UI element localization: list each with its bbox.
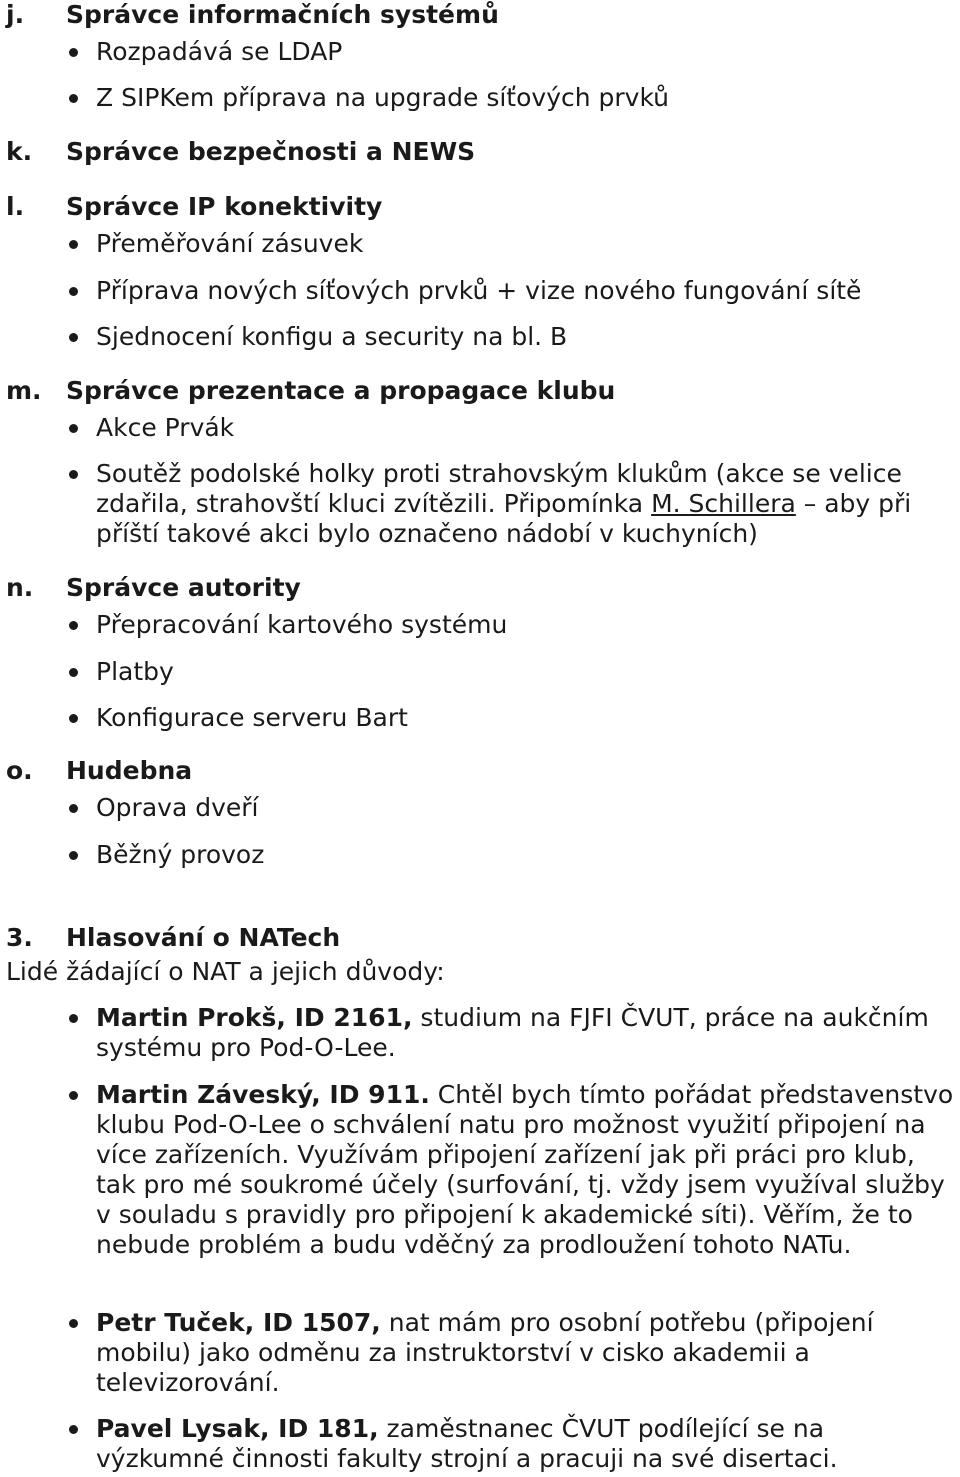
bullet-icon	[69, 851, 78, 860]
bullet-icon	[69, 48, 78, 57]
bullet-icon	[69, 1091, 78, 1100]
bullet-icon	[69, 1014, 78, 1023]
applicant-reason: zaměstnanec ČVUT podílející se na výzkumné činnosti fakulty strojní a pracuji na své disertaci.	[96, 1414, 838, 1473]
nat-request-item	[96, 1308, 956, 1398]
section-title: Hlasování o NATech	[66, 923, 341, 952]
bullet-icon	[69, 240, 78, 249]
section-marker: l.	[6, 192, 25, 221]
applicant-reason: nat mám pro osobní potřebu (připojení mobilu) jako odměnu za instruktorství v cisko akademii a televizorování.	[96, 1308, 874, 1397]
section-title: Správce autority	[66, 573, 301, 602]
section-number: 3.	[6, 923, 33, 952]
bullet-icon	[69, 804, 78, 813]
nat-request-item	[96, 1003, 956, 1063]
section-title: Hudebna	[66, 756, 193, 785]
section-title: Správce IP konektivity	[66, 192, 383, 221]
bullet-icon	[69, 621, 78, 630]
applicant-reason: studium na FJFI ČVUT, práce na aukčním systému pro Pod-O-Lee.	[96, 1003, 929, 1062]
section-title: Správce informačních systémů	[66, 0, 499, 29]
list-item: Z SIPKem příprava na upgrade síťových prvků	[96, 83, 956, 113]
section-marker: o.	[6, 756, 33, 785]
section-marker: j.	[6, 0, 25, 29]
bullet-icon	[69, 287, 78, 296]
list-item: Sjednocení konfigu a security na bl. B	[96, 322, 956, 352]
section-marker: k.	[6, 137, 33, 166]
section-title: Správce prezentace a propagace klubu	[66, 376, 616, 405]
bullet-icon	[69, 424, 78, 433]
bullet-icon	[69, 1319, 78, 1328]
bullet-icon	[69, 333, 78, 342]
applicant-name: Pavel Lysak, ID 181,	[96, 1414, 379, 1443]
bullet-icon	[69, 94, 78, 103]
list-item: Akce Prvák	[96, 413, 956, 443]
person-link[interactable]: M. Schillera	[651, 489, 796, 518]
nat-request-item	[96, 1414, 956, 1474]
list-item: Přepracování kartového systému	[96, 610, 956, 640]
list-item: Příprava nových síťových prvků + vize nového fungování sítě	[96, 276, 956, 306]
applicant-reason: Chtěl bych tímto pořádat představenstvo klubu Pod-O-Lee o schválení natu pro možnost využití připojení na více zařízeních. Využívám připojení zařízení jak při práci pro klub, tak pro mé soukromé účely (surfování, tj. vždy jsem využíval služby v souladu s pravidly pro připojení k akademické síti). Věřím, že to nebude problém a budu vděčný za prodloužení tohoto NATu.	[96, 1080, 954, 1259]
nat-request-item	[96, 1080, 956, 1260]
list-item: Rozpadává se LDAP	[96, 37, 956, 67]
section-title: Správce bezpečnosti a NEWS	[66, 137, 476, 166]
voting-intro: Lidé žádající o NAT a jejich důvody:	[6, 957, 445, 986]
applicant-name: Martin Prokš, ID 2161,	[96, 1003, 413, 1032]
bullet-icon	[69, 714, 78, 723]
bullet-icon	[69, 470, 78, 479]
list-item: Přeměřování zásuvek	[96, 229, 956, 259]
applicant-name: Petr Tuček, ID 1507,	[96, 1308, 381, 1337]
list-item: Oprava dveří	[96, 793, 956, 823]
list-item: Soutěž podolské holky proti strahovským klukům (akce se velice zdařila, strahovští kluci zvítězili. Připomínka M. Schillera – aby při příští takové akci bylo označeno nádobí v kuchyních)	[96, 459, 956, 549]
applicant-name: Martin Záveský, ID 911.	[96, 1080, 430, 1109]
bullet-icon	[69, 1425, 78, 1434]
list-item: Běžný provoz	[96, 840, 956, 870]
list-item: Konfigurace serveru Bart	[96, 703, 956, 733]
section-marker: n.	[6, 573, 34, 602]
bullet-icon	[69, 668, 78, 677]
section-marker: m.	[6, 376, 42, 405]
list-item: Platby	[96, 657, 956, 687]
